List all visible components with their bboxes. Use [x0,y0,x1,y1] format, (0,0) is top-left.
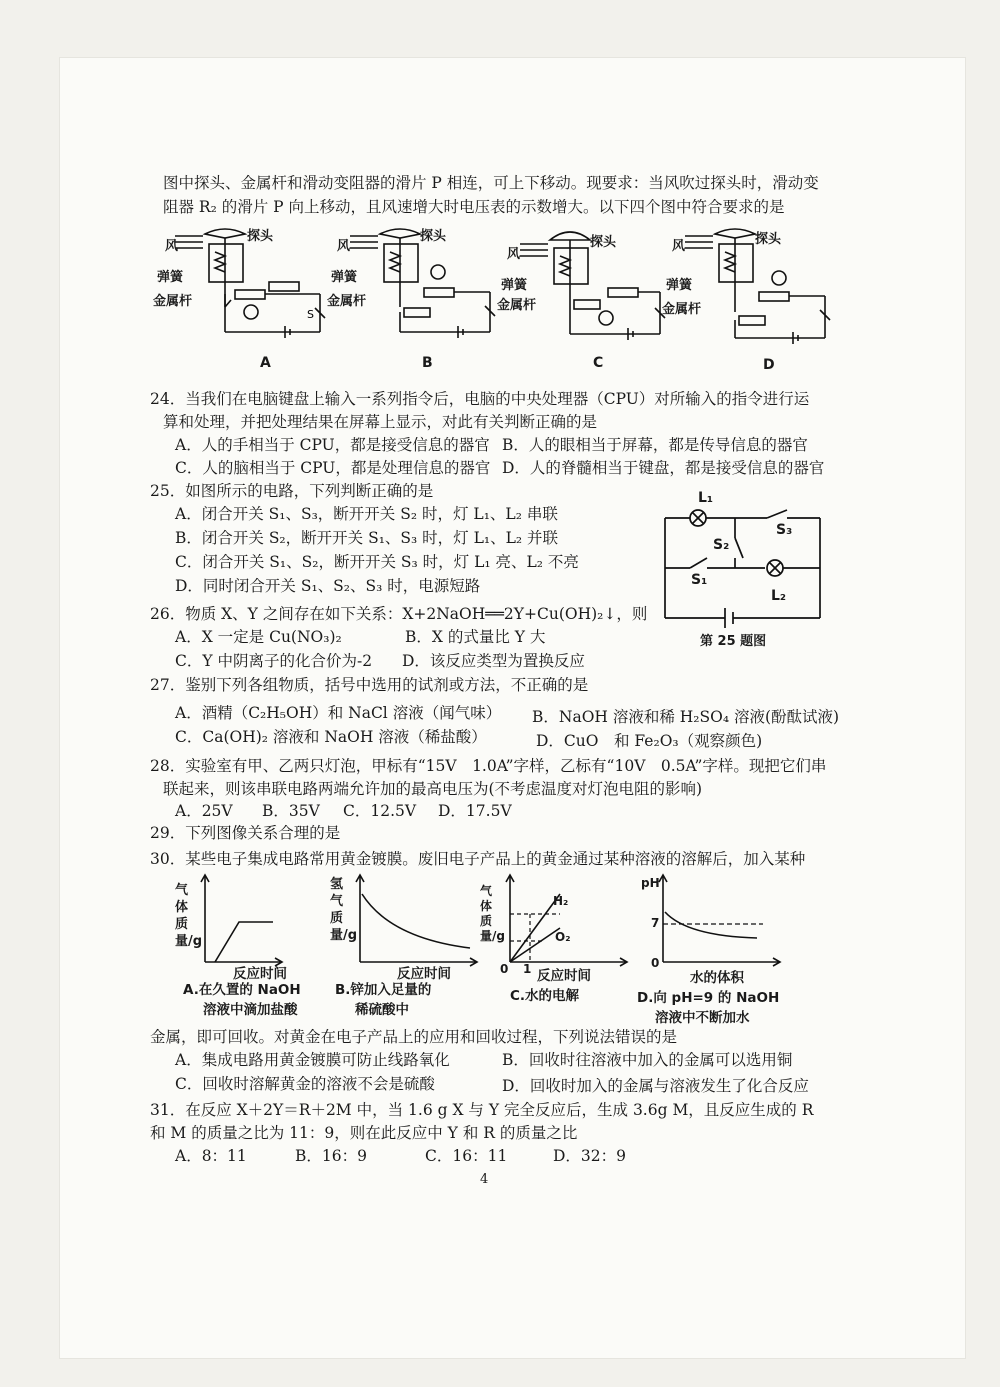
q29d-ylabel: pH [641,876,660,890]
q23b-option: B [422,355,433,371]
q28-option-a: A．25V [175,802,233,820]
q23c-rod-label: 金属杆 [497,298,537,313]
q23c-option: C [593,355,604,371]
q25-l2-label: L₂ [771,588,787,604]
q29-graph-a [195,872,285,972]
q29c-h2-label: H₂ [553,894,569,908]
q29a-caption-1: A.在久置的 NaOH [183,982,301,998]
q30-option-a: A．集成电路用黄金镀膜可防止线路氧化 [175,1051,450,1069]
q28-stem-line-1: 28．实验室有甲、乙两只灯泡，甲标有“15V 1.0A”字样，乙标有“10V 0.5A”字样。现把它们串 [150,757,827,775]
q25-circuit-figure [655,488,835,636]
q25-s1-label: S₁ [691,572,708,588]
q25-option-a: A．闭合开关 S₁、S₃，断开开关 S₂ 时，灯 L₁、L₂ 串联 [175,505,558,523]
q25-stem: 25．如图所示的电路，下列判断正确的是 [150,482,434,500]
q23b-wind-label: 风 [337,239,351,254]
q29d-caption-2: 溶液中不断加水 [655,1010,750,1026]
page-number: 4 [480,1172,489,1187]
q31-option-d: D．32：9 [553,1147,627,1165]
q27-option-a: A．酒精（C₂H₅OH）和 NaCl 溶液（闻气味） [175,704,502,722]
q27-option-c: C．Ca(OH)₂ 溶液和 NaOH 溶液（稀盐酸） [175,728,487,746]
q23-text-line-1: 图中探头、金属杆和滑动变阻器的滑片 P 相连，可上下移动。现要求：当风吹过探头时，滑动变 [163,174,819,192]
q30-option-d: D．回收时加入的金属与溶液发生了化合反应 [502,1077,809,1095]
q28-stem-line-2: 联起来，则该串联电路两端允许加的最高电压为(不考虑温度对灯泡电阻的影响) [163,780,703,798]
q26-stem: 26．物质 X、Y 之间存在如下关系：X+2NaOH══2Y+Cu(OH)₂↓，则 [150,605,648,623]
q24-option-d: D．人的脊髓相当于键盘，都是接受信息的器官 [502,459,825,477]
q23c-wind-label: 风 [507,247,521,262]
q27-option-d: D．CuO 和 Fe₂O₃（观察颜色) [536,732,763,750]
q23d-spring-label: 弹簧 [666,278,693,293]
q29c-ylabel: 气体质量/g [480,884,505,943]
q29c-caption-1: C.水的电解 [510,988,580,1004]
q23a-probe-label: 探头 [247,229,274,244]
q23a-rod-label: 金属杆 [153,294,193,309]
q29a-caption-2: 溶液中滴加盐酸 [203,1002,298,1018]
q26-option-c: C．Y 中阴离子的化合价为-2 [175,652,373,670]
q23-figure-row [153,222,845,377]
q31-option-c: C．16：11 [425,1147,508,1165]
q23d-wind-label: 风 [672,239,686,254]
q29c-tick-label: 1 [523,962,532,976]
q24-option-c: C．人的脑相当于 CPU，都是处理信息的器官 [175,459,491,477]
q25-option-b: B．闭合开关 S₂，断开开关 S₁、S₃ 时，灯 L₁、L₂ 并联 [175,529,559,547]
q24-stem-line-1: 24．当我们在电脑键盘上输入一系列指令后，电脑的中央处理器（CPU）对所输入的指令进行运 [150,390,810,408]
q26-option-a: A．X 一定是 Cu(NO₃)₂ [175,628,342,646]
q29-stem: 29．下列图像关系合理的是 [150,824,341,842]
q29-graphs [175,872,795,1026]
q23a-spring-label: 弹簧 [157,270,184,285]
q26-option-d: D．该反应类型为置换反应 [402,652,585,670]
q29-graph-d [653,872,783,972]
q23b-probe-label: 探头 [420,229,447,244]
q29c-xlabel: 反应时间 [537,968,591,984]
q29b-xlabel: 反应时间 [397,966,451,982]
q31-option-a: A．8：11 [175,1147,247,1165]
q29-graph-c [500,872,630,972]
q27-option-b: B．NaOH 溶液和稀 H₂SO₄ 溶液(酚酞试液) [532,708,840,726]
q31-stem-line-1: 31．在反应 X＋2Y＝R＋2M 中，当 1.6 g X 与 Y 完全反应后，生成 3.6g M，且反应生成的 R [150,1101,814,1119]
q29b-ylabel: 氢气质量/g [330,877,358,943]
q25-l1-label: L₁ [698,490,714,506]
q25-s2-label: S₂ [713,537,730,553]
q30-option-c: C．回收时溶解黄金的溶液不会是硫酸 [175,1075,435,1093]
q26-option-b: B．X 的式量比 Y 大 [405,628,546,646]
q29d-xlabel: 水的体积 [690,970,744,986]
q23c-spring-label: 弹簧 [501,278,528,293]
q23-text-line-2: 阻器 R₂ 的滑片 P 向上移动，且风速增大时电压表的示数增大。以下四个图中符合要求的是 [163,198,785,216]
q29d-origin-label: 0 [651,956,660,970]
q29a-ylabel: 气体质量/g [175,883,203,949]
q29b-caption-2: 稀硫酸中 [355,1002,409,1018]
q23b-rod-label: 金属杆 [327,294,367,309]
q25-option-c: C．闭合开关 S₁、S₂，断开开关 S₃ 时，灯 L₁ 亮、L₂ 不亮 [175,553,579,571]
q25-s3-label: S₃ [776,522,793,538]
q24-stem-line-2: 算和处理，并把处理结果在屏幕上显示，对此有关判断正确的是 [163,413,598,431]
q29a-xlabel: 反应时间 [233,966,287,982]
q29d-tick-label: 7 [651,916,660,930]
q28-option-d: D．17.5V [438,802,512,820]
q29b-caption-1: B.锌加入足量的 [335,982,432,998]
q23d-probe-label: 探头 [755,232,782,247]
q29c-o2-label: O₂ [555,930,571,944]
q28-option-b: B．35V [262,802,320,820]
q25-figure-caption: 第 25 题图 [700,634,767,649]
q28-option-c: C．12.5V [343,802,417,820]
q23c-probe-label: 探头 [590,235,617,250]
q30-option-b: B．回收时往溶液中加入的金属可以选用铜 [502,1051,793,1069]
q23b-spring-label: 弹簧 [331,270,358,285]
q25-option-d: D．同时闭合开关 S₁、S₂、S₃ 时，电源短路 [175,577,481,595]
q23a-wind-label: 风 [165,239,179,254]
q30-stem-line-2: 金属，即可回收。对黄金在电子产品上的应用和回收过程，下列说法错误的是 [150,1028,678,1046]
q30-stem-line-1: 30．某些电子集成电路常用黄金镀膜。废旧电子产品上的黄金通过某种溶液的溶解后，加入某种 [150,850,806,868]
q29d-caption-1: D.向 pH=9 的 NaOH [637,990,780,1006]
q24-option-b: B．人的眼相当于屏幕，都是传导信息的器官 [502,436,808,454]
q24-option-a: A．人的手相当于 CPU，都是接受信息的器官 [175,436,490,454]
q31-stem-line-2: 和 M 的质量之比为 11：9，则在此反应中 Y 和 R 的质量之比 [150,1124,578,1142]
q23a-option: A [260,355,271,371]
q23d-rod-label: 金属杆 [662,302,702,317]
q27-stem: 27．鉴别下列各组物质，括号中选用的试剂或方法，不正确的是 [150,676,589,694]
q23d-option: D [763,357,775,373]
q23a-switch-label: S [307,308,314,321]
q29-graph-b [350,872,480,972]
q29c-origin-label: 0 [500,962,509,976]
q31-option-b: B．16：9 [295,1147,367,1165]
